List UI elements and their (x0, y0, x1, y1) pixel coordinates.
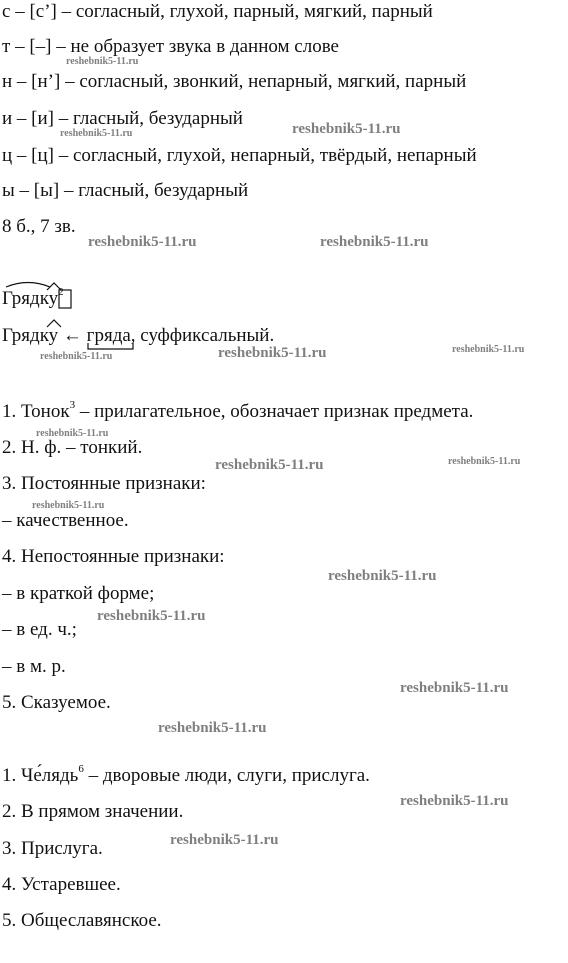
watermark: reshebnik5-11.ru (215, 457, 324, 473)
lexical-line-5: 5. Общеславянское. (2, 910, 162, 931)
morpheme-word-line (2, 285, 64, 310)
watermark: reshebnik5-11.ru (88, 234, 197, 250)
derivation-base (87, 325, 131, 347)
derivation-word-text: Грядку (2, 325, 59, 346)
watermark: reshebnik5-11.ru (170, 832, 279, 848)
adjective-line-1 (2, 398, 474, 423)
phonetic-desc: согласный, глухой, непарный, твёрдый, непарный (73, 145, 477, 166)
derivation-line (2, 325, 274, 347)
watermark: reshebnik5-11.ru (320, 234, 429, 250)
phonetic-letter: н (2, 71, 13, 92)
lexical-line-3: 3. Прислуга. (2, 838, 103, 859)
adjective-line-9: 5. Сказуемое. (2, 692, 111, 713)
watermark: reshebnik5-11.ru (452, 344, 525, 355)
adjective-line-4: – качественное. (2, 510, 129, 531)
phonetic-desc: согласный, звонкий, непарный, мягкий, парный (79, 71, 467, 92)
phonetic-desc: не образует звука в данном слове (70, 36, 339, 57)
morpheme-word (2, 288, 58, 310)
phonetic-letter: с (2, 1, 11, 22)
phonetic-letter: и (2, 108, 13, 129)
root-arc-icon (6, 283, 50, 288)
watermark: reshebnik5-11.ru (400, 680, 509, 696)
watermark: reshebnik5-11.ru (400, 793, 509, 809)
phonetic-row-y: ы – [ы] – гласный, безударный (2, 180, 249, 201)
footnote-mark: 6 (78, 762, 84, 775)
derivation-arrow: ← (62, 325, 82, 346)
phonetic-sound: [с’] (29, 1, 57, 22)
watermark: reshebnik5-11.ru (36, 428, 109, 439)
adjective-line-3: 3. Постоянные признаки: (2, 473, 206, 494)
watermark: reshebnik5-11.ru (66, 56, 139, 67)
watermark: reshebnik5-11.ru (292, 121, 401, 137)
phonetic-row-t: т – [–] – не образует звука в данном слове (2, 36, 339, 57)
footnote-mark: 3 (69, 398, 76, 411)
watermark: reshebnik5-11.ru (448, 456, 521, 467)
adjective-line-5: 4. Непостоянные признаки: (2, 546, 225, 567)
derivation-word (2, 325, 58, 347)
adjective-text: – прилагательное, обозначает признак предмета. (75, 401, 474, 422)
phonetic-desc: согласный, глухой, парный, мягкий, парный (75, 1, 433, 22)
phonetic-sound: [ы] (33, 180, 60, 201)
phonetic-row-ts: ц – [ц] – согласный, глухой, непарный, твёрдый, непарный (2, 145, 477, 166)
adjective-text: 1. Тонок (2, 401, 70, 422)
lexical-line-1 (2, 762, 370, 787)
adjective-line-8: – в м. р. (2, 656, 66, 677)
lexical-line-4: 4. Устаревшее. (2, 874, 121, 895)
phonetic-sound: [–] (29, 36, 52, 57)
derivation-method: , суффиксальный. (130, 325, 275, 346)
phonetic-sound: [и] (31, 108, 54, 129)
phonetic-summary: 8 б., 7 зв. (2, 216, 76, 237)
lexical-text: – дворовые люди, слуги, прислуга. (83, 765, 370, 786)
watermark: reshebnik5-11.ru (158, 720, 267, 736)
phonetic-letter: ы (2, 180, 15, 201)
watermark: reshebnik5-11.ru (40, 351, 113, 362)
adjective-line-2: 2. Н. ф. – тонкий. (2, 437, 143, 458)
watermark: reshebnik5-11.ru (32, 500, 105, 511)
watermark: reshebnik5-11.ru (97, 608, 206, 624)
phonetic-desc: гласный, безударный (73, 108, 243, 129)
derivation-base-text: гряда (86, 325, 131, 346)
lexical-text: 1. Че́лядь (2, 765, 79, 786)
watermark: reshebnik5-11.ru (218, 345, 327, 361)
phonetic-sound: [н’] (31, 71, 61, 92)
phonetic-row-n: н – [н’] – согласный, звонкий, непарный, мягкий, парный (2, 71, 467, 92)
phonetic-letter: т (2, 36, 11, 57)
lexical-line-2: 2. В прямом значении. (2, 801, 184, 822)
phonetic-sound: [ц] (31, 145, 54, 166)
adjective-line-7: – в ед. ч.; (2, 619, 77, 640)
adjective-line-6: – в краткой форме; (2, 583, 155, 604)
phonetic-letter: ц (2, 145, 13, 166)
watermark: reshebnik5-11.ru (60, 128, 133, 139)
morpheme-word-text: Грядку (2, 288, 59, 309)
phonetic-row-i: и – [и] – гласный, безударный (2, 108, 243, 129)
morpheme-footnote: 2 (58, 285, 64, 298)
phonetic-row-s: с – [с’] – согласный, глухой, парный, мягкий, парный (2, 1, 433, 22)
watermark: reshebnik5-11.ru (328, 568, 437, 584)
phonetic-desc: гласный, безударный (78, 180, 249, 201)
